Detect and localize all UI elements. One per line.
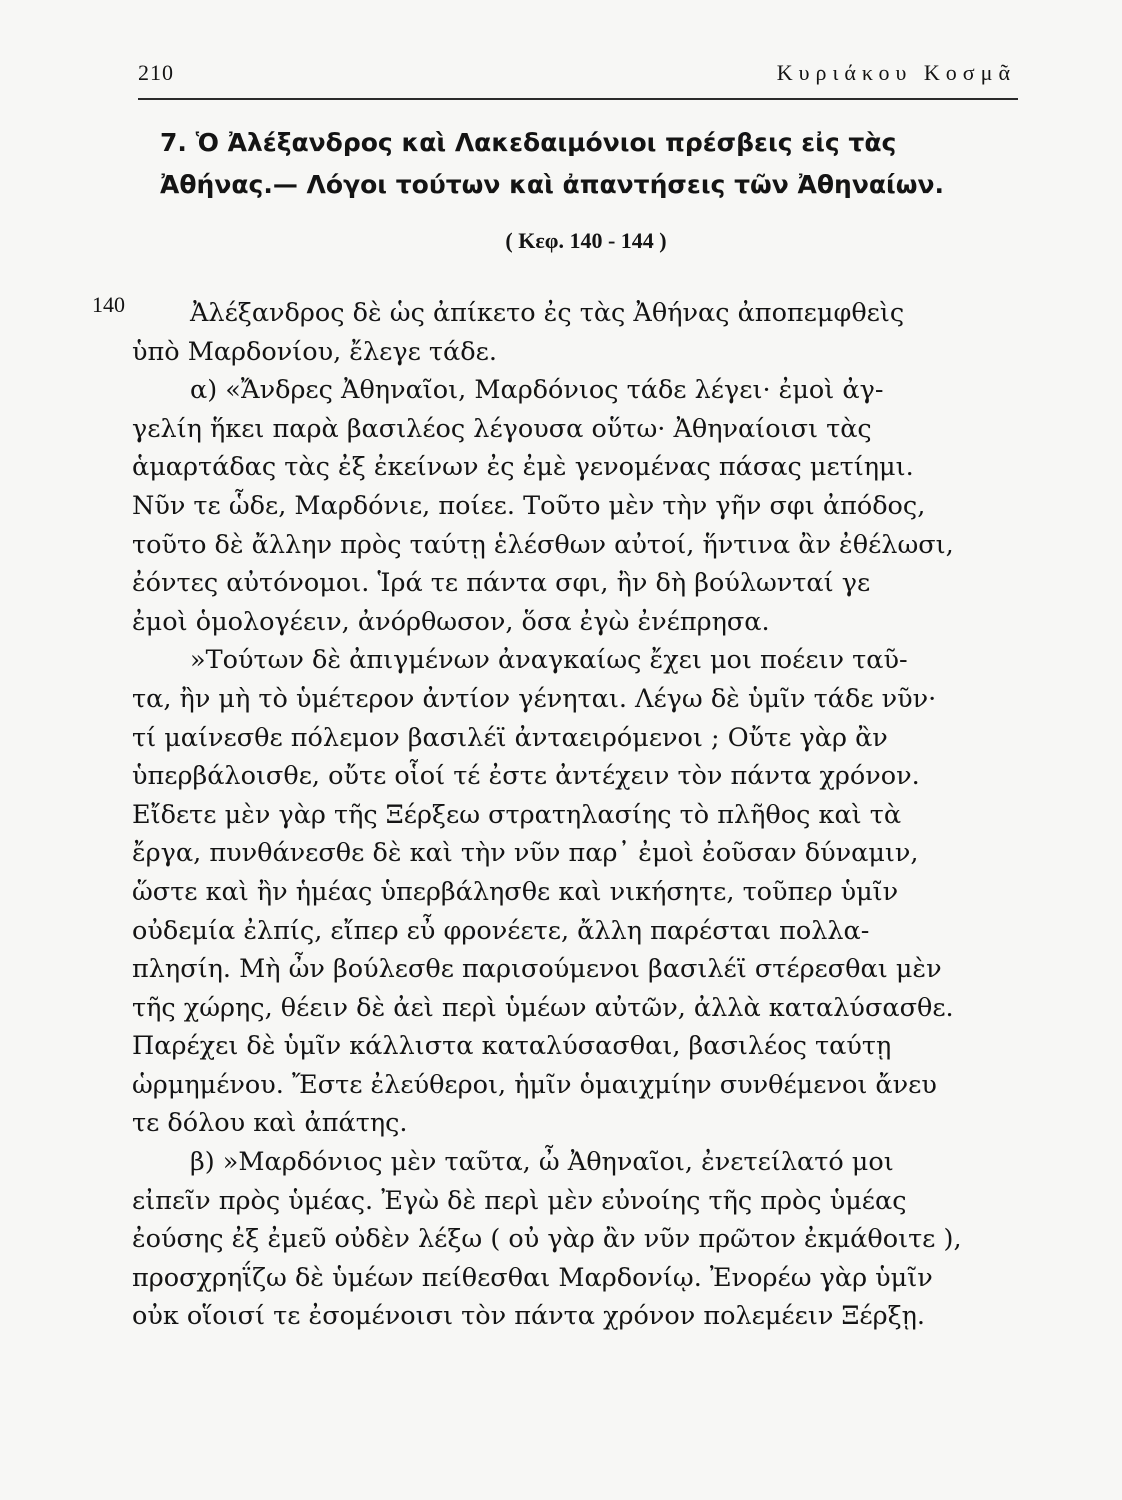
text-line: οὐκ οἵοισί τε ἐσομένοισι τὸν πάντα χρόνον πολεμέειν Ξέρξῃ.	[132, 1301, 926, 1332]
text-line: ἐμοὶ ὁμολογέειν, ἀνόρθωσον, ὅσα ἐγὼ ἐνέπρησα.	[132, 606, 770, 637]
text-line: Νῦν τε ὧδε, Μαρδόνιε, ποίεε. Τοῦτο μὲν τὴν γῆν σφι ἀπόδος,	[132, 490, 926, 521]
chapter-reference-text: ( Κεφ. 140 - 144 )	[505, 228, 667, 253]
text-line: ἐόντες αὐτόνομοι. Ἱρά τε πάντα σφι, ἢν δὴ βούλωνταί γε	[132, 568, 871, 599]
text-line: ἁμαρτάδας τὰς ἐξ ἐκείνων ἐς ἐμὲ γενομένας πάσας μετίημι.	[132, 452, 914, 483]
text-line: ὑπὸ Μαρδονίου, ἔλεγε τάδε.	[132, 336, 497, 367]
margin-section-number: 140	[92, 292, 125, 317]
chapter-heading-line: Ἀθήνας.— Λόγοι τούτων καὶ ἀπαντήσεις τῶν Ἀθηναίων.	[160, 170, 945, 199]
text-line: Εἴδετε μὲν γὰρ τῆς Ξέρξεω στρατηλασίης τὸ πλῆθος καὶ τὰ	[132, 799, 902, 830]
text-line: τῆς χώρης, θέειν δὲ ἀεὶ περὶ ὑμέων αὐτῶν, ἀλλὰ καταλύσασθε.	[132, 992, 954, 1023]
text-line: τε δόλου καὶ ἀπάτης.	[132, 1108, 408, 1139]
body-text	[132, 294, 1012, 1336]
chapter-heading	[160, 122, 1010, 206]
text-line: Ἀλέξανδρος δὲ ὡς ἀπίκετο ἐς τὰς Ἀθήνας ἀποπεμφθεὶς	[190, 298, 905, 328]
text-line: προσχρηΐζω δὲ ὑμέων πείθεσθαι Μαρδονίῳ. Ἐνορέω γὰρ ὑμῖν	[132, 1262, 933, 1293]
text-line: ἐούσης ἐξ ἐμεῦ οὐδὲν λέξω ( οὐ γὰρ ἂν νῦν πρῶτον ἐκμάθοιτε ),	[132, 1224, 962, 1255]
running-head	[138, 58, 1018, 100]
text-line: ὥστε καὶ ἢν ἡμέας ὑπερβάλησθε καὶ νικήσητε, τοῦπερ ὑμῖν	[132, 876, 899, 907]
text-line: πλησίη. Μὴ ὦν βούλεσθε παρισούμενοι βασιλέϊ στέρεσθαι μὲν	[132, 954, 942, 985]
text-line: γελίη ἥκει παρὰ βασιλέος λέγουσα οὕτω· Ἀθηναίοισι τὰς	[132, 413, 872, 444]
chapter-heading-line: 7. Ὁ Ἀλέξανδρος καὶ Λακεδαιμόνιοι πρέσβεις εἰς τὰς	[160, 128, 897, 157]
text-line: οὐδεμία ἐλπίς, εἴπερ εὖ φρονέετε, ἄλλη παρέσται πολλα-	[132, 915, 870, 946]
text-line: ὡρμημένου. Ἔστε ἐλεύθεροι, ἡμῖν ὁμαιχμίην συνθέμενοι ἄνευ	[132, 1069, 937, 1100]
running-title: Κυριάκου Κοσμᾶ	[776, 60, 1016, 85]
text-line: ἔργα, πυνθάνεσθε δὲ καὶ τὴν νῦν παρ᾽ ἐμοὶ ἐοῦσαν δύναμιν,	[132, 838, 919, 869]
text-line: ὑπερβάλοισθε, οὔτε οἷοί τέ ἐστε ἀντέχειν τὸν πάντα χρόνον.	[132, 761, 920, 792]
text-line: εἰπεῖν πρὸς ὑμέας. Ἐγὼ δὲ περὶ μὲν εὐνοίης τῆς πρὸς ὑμέας	[132, 1185, 907, 1216]
text-line: τα, ἢν μὴ τὸ ὑμέτερον ἀντίον γένηται. Λέγω δὲ ὑμῖν τάδε νῦν·	[132, 683, 937, 714]
text-line: τί μαίνεσθε πόλεμον βασιλέϊ ἀνταειρόμενοι ; Οὔτε γὰρ ἂν	[132, 722, 888, 753]
text-line: α) «Ἄνδρες Ἀθηναῖοι, Μαρδόνιος τάδε λέγει· ἐμοὶ ἀγ-	[190, 375, 884, 406]
page-number: 210	[138, 60, 174, 85]
chapter-reference	[0, 228, 1122, 254]
text-line: β) »Μαρδόνιος μὲν ταῦτα, ὦ Ἀθηναῖοι, ἐνετείλατό μοι	[190, 1147, 894, 1178]
text-line: τοῦτο δὲ ἄλλην πρὸς ταύτῃ ἑλέσθων αὐτοί, ἥντινα ἂν ἐθέλωσι,	[132, 529, 954, 560]
text-line: »Τούτων δὲ ἀπιγμένων ἀναγκαίως ἔχει μοι ποέειν ταῦ-	[190, 645, 908, 676]
text-line: Παρέχει δὲ ὑμῖν κάλλιστα καταλύσασθαι, βασιλέος ταύτῃ	[132, 1031, 892, 1062]
